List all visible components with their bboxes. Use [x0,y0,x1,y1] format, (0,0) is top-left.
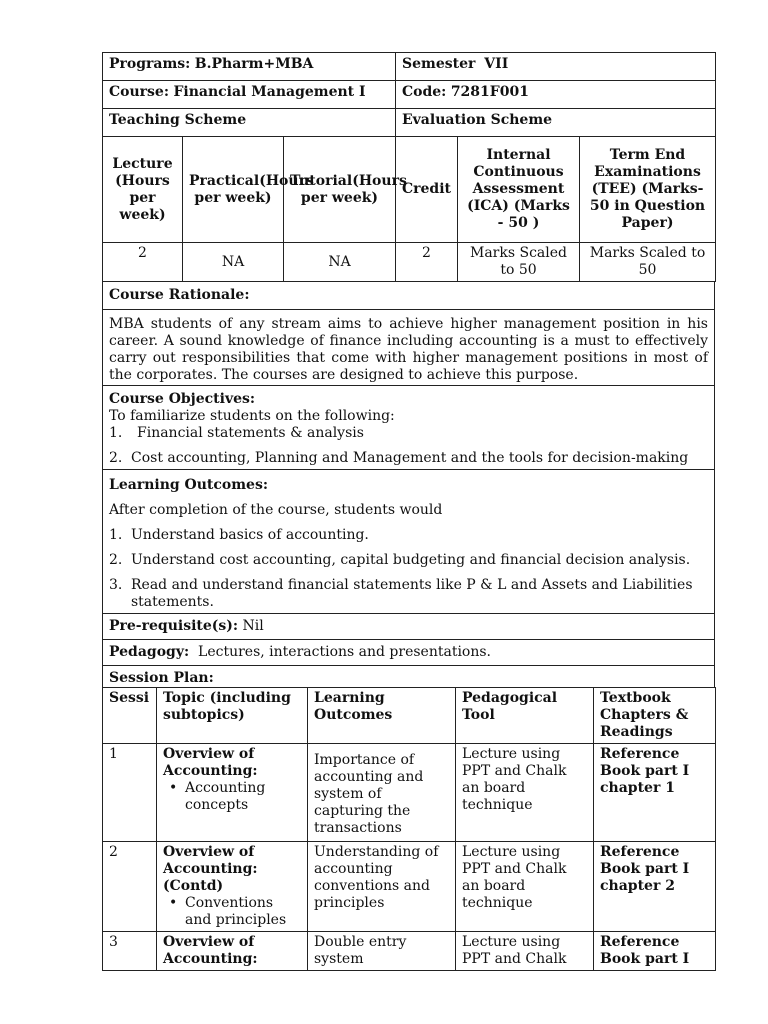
ica-value: Marks Scaled to 50 [458,243,580,282]
tee-value: Marks Scaled to 50 [580,243,716,282]
programs-value: B.Pharm+MBA [194,56,314,72]
textbook-header: Textbook Chapters & Readings [594,688,716,744]
topic-title: Overview of Accounting: [157,932,308,971]
session-number: 2 [103,842,157,932]
code-label: Code: [402,84,447,100]
tutorial-header: Tutorial(Hours per week) [284,137,396,243]
credit-header: Credit [396,137,458,243]
topic-cell [157,744,308,842]
tool-cell: Lecture using PPT and Chalk an board technique [456,744,594,842]
list-item: 1. Understand basics of accounting. [109,527,369,543]
credit-value: 2 [396,243,458,282]
ica-header: Internal Continuous Assessment (ICA) (Marks - 50 ) [458,137,580,243]
subtopic: • Accounting concepts [169,780,266,813]
pedagogy-value: Lectures, interactions and presentations. [198,644,492,660]
outcomes-intro: After completion of the course, students would [109,502,443,518]
table-row [103,744,716,842]
session-number: 3 [103,932,157,971]
outcomes-header: Learning Outcomes [308,688,456,744]
session-plan-title: Session Plan: [103,666,715,688]
semester-value: VII [484,56,509,72]
pedagogy-label: Pedagogy: [109,644,190,660]
tool-cell: Lecture using PPT and Chalk [456,932,594,971]
session-header: Sessi [103,688,157,744]
code-cell [396,81,716,109]
programs-cell [103,53,396,81]
outcome-cell: Double entry system [308,932,456,971]
sections-table [102,281,715,688]
semester-cell [396,53,716,81]
objectives-list [109,425,708,467]
topic-cell [157,842,308,932]
topic-header: Topic (including subtopics) [157,688,308,744]
practical-value: NA [183,243,284,282]
practical-header: Practical(Hours per week) [183,137,284,243]
list-item: 2. Cost accounting, Planning and Management and the tools for decision-making [109,450,689,466]
outcomes-list [109,527,708,611]
course-document [102,52,715,971]
outcomes-title: Learning Outcomes: [109,477,269,493]
lecture-header: Lecture (Hours per week) [103,137,183,243]
textbook-cell: Reference Book part I chapter 1 [594,744,716,842]
outcome-cell: Importance of accounting and system of capturing the transactions [308,744,456,842]
list-item: 3. Read and understand financial statements like P & L and Assets and Liabilities statements. [109,577,693,610]
objectives-title: Course Objectives: [109,391,256,407]
session-plan-table [102,687,716,971]
list-item: 1. Financial statements & analysis [109,425,364,441]
pedagogy-row [103,640,715,666]
table-row [103,842,716,932]
textbook-cell: Reference Book part I chapter 2 [594,842,716,932]
objectives-intro: To familiarize students on the following: [109,408,395,424]
session-number: 1 [103,744,157,842]
bullet-icon: • [169,780,178,796]
course-cell [103,81,396,109]
rationale-title: Course Rationale: [103,282,715,310]
header-table [102,52,716,137]
course-value: Financial Management I [173,84,366,100]
scheme-table [102,136,716,282]
prerequisite-value: Nil [242,618,264,634]
rationale-text: MBA students of any stream aims to achieve higher management position in his career. A sound knowledge of finance including accounting is a must to effectively carry out responsibilities that come with higher management positions in most of the corporates. The courses are designed to achieve this purpose. [103,310,715,386]
teaching-scheme-heading: Teaching Scheme [103,109,396,137]
objectives-section [103,386,715,470]
programs-label: Programs: [109,56,191,72]
prerequisite-row [103,614,715,640]
topic-title: Overview of Accounting: [163,746,258,779]
tutorial-value: NA [284,243,396,282]
code-value: 7281F001 [450,84,529,100]
textbook-cell: Reference Book part I [594,932,716,971]
table-row [103,932,716,971]
outcomes-section [103,470,715,614]
list-item: 2. Understand cost accounting, capital budgeting and financial decision analysis. [109,552,691,568]
tool-cell: Lecture using PPT and Chalk an board technique [456,842,594,932]
outcome-cell: Understanding of accounting conventions and principles [308,842,456,932]
tool-header: Pedagogical Tool [456,688,594,744]
evaluation-scheme-heading: Evaluation Scheme [396,109,716,137]
topic-title: Overview of Accounting: (Contd) [163,844,258,894]
bullet-icon: • [169,895,178,911]
lecture-value: 2 [103,243,183,282]
tee-header: Term End Examinations (TEE) (Marks- 50 in Question Paper) [580,137,716,243]
prerequisite-label: Pre-requisite(s): [109,618,239,634]
subtopic: • Conventions and principles [169,895,287,928]
course-label: Course: [109,84,169,100]
semester-label: Semester [402,56,476,72]
